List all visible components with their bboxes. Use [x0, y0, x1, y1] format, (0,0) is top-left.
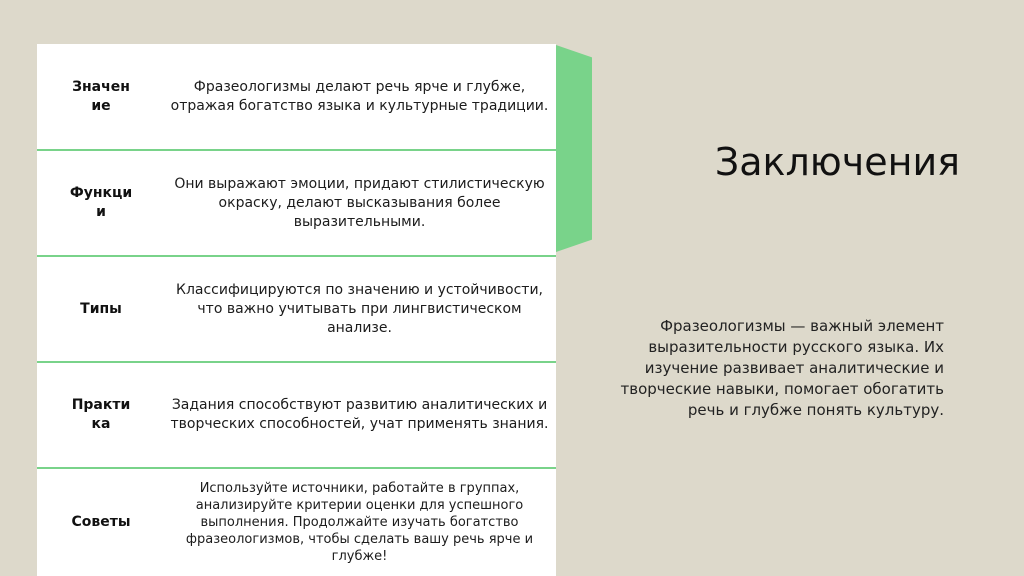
table-row-tips — [37, 469, 556, 576]
row-label: Значен ие — [72, 78, 130, 114]
row-text: Используйте источники, работайте в группах, анализируйте критерии оценки для успешного выполнения. Продолжайте изучать богатство фразеологизмов, чтобы сделать вашу речь ярче и глубже! — [185, 481, 534, 564]
row-text: Классифицируются по значению и устойчивости, что важно учитывать при лингвистическом анализе. — [176, 281, 543, 336]
table-row-meaning — [37, 44, 556, 149]
accent-tab — [556, 45, 592, 252]
table-row-functions — [37, 151, 556, 255]
row-label: Советы — [71, 514, 131, 530]
table-row-practice — [37, 363, 556, 467]
summary-paragraph: Фразеологизмы — важный элемент выразительности русского языка. Их изучение развивает аналитические и творческие навыки, помогает обогатить речь и глубже понять культуру. — [620, 317, 944, 419]
summary-table — [37, 44, 556, 576]
row-label: Функци и — [69, 185, 133, 220]
row-text: Фразеологизмы делают речь ярче и глубже, отражая богатство языка и культурные традиции. — [170, 78, 549, 114]
slide-title: Заключения — [714, 140, 960, 184]
row-text: Они выражают эмоции, придают стилистическую окраску, делают высказывания более выразительными. — [174, 175, 545, 230]
row-label: Практи ка — [71, 397, 131, 432]
row-text: Задания способствуют развитию аналитических и творческих способностей, учат применять знания. — [170, 397, 549, 432]
row-label: Типы — [80, 300, 122, 317]
table-row-types — [37, 257, 556, 361]
